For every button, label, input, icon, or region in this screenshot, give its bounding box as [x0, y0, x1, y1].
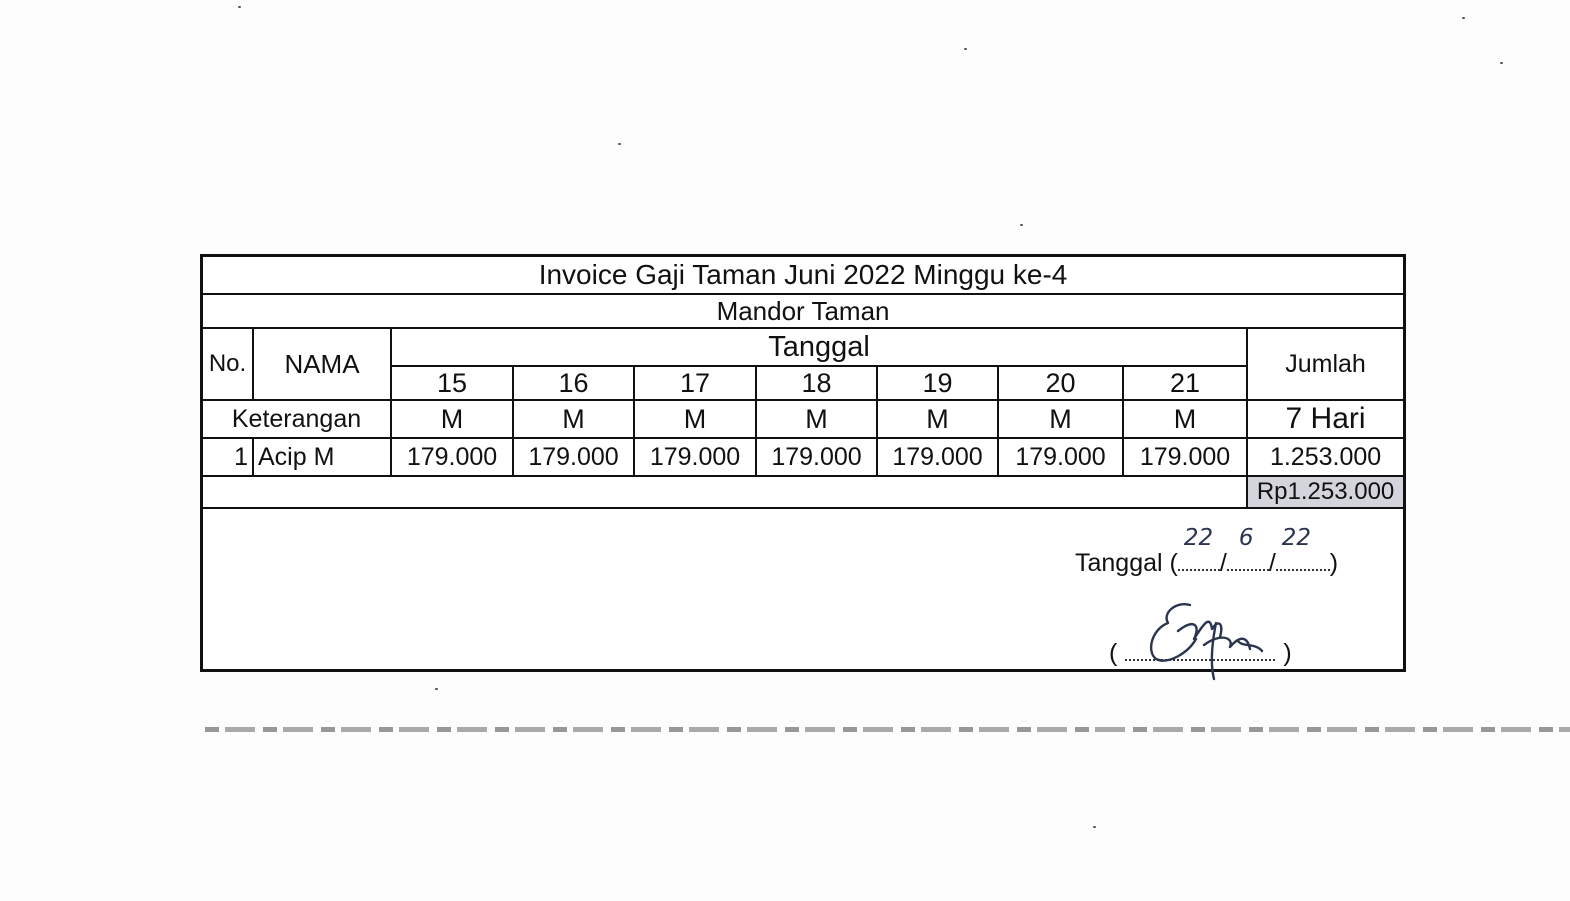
keterangan-label: Keterangan [203, 400, 391, 438]
date-year-field [1276, 525, 1330, 571]
day-header: 20 [998, 366, 1123, 400]
day-header: 16 [513, 366, 634, 400]
invoice-table [203, 257, 1403, 509]
header-nama: NAMA [253, 328, 391, 400]
signature-area [203, 515, 1403, 669]
attendance-mark: M [756, 400, 877, 438]
daily-wage: 179.000 [634, 438, 756, 476]
row-total: 1.253.000 [1247, 438, 1403, 476]
header-tanggal: Tanggal [391, 328, 1247, 366]
attendance-mark: M [998, 400, 1123, 438]
date-label: Tanggal ( [1075, 549, 1178, 577]
date-separator: / [1219, 549, 1227, 577]
header-jumlah: Jumlah [1247, 328, 1403, 400]
scan-speck [618, 143, 621, 145]
scan-artifact-line [205, 727, 1570, 732]
invoice-sheet [200, 254, 1406, 672]
day-header: 21 [1123, 366, 1247, 400]
day-header: 17 [634, 366, 756, 400]
handwritten-month: 6 [1238, 525, 1254, 551]
header-no: No. [203, 328, 253, 400]
day-header: 19 [877, 366, 998, 400]
attendance-mark: M [513, 400, 634, 438]
attendance-total: 7 Hari [1247, 400, 1403, 438]
signing-date [1075, 525, 1339, 578]
scan-speck [1020, 224, 1023, 226]
table-row [203, 438, 1403, 476]
handwritten-signature [1138, 593, 1278, 683]
grand-total: Rp1.253.000 [1247, 476, 1403, 508]
total-spacer [203, 476, 1247, 508]
day-header: 15 [391, 366, 513, 400]
sign-open-paren: ( [1109, 639, 1118, 667]
scan-speck [238, 6, 241, 8]
invoice-title: Invoice Gaji Taman Juni 2022 Minggu ke-4 [203, 257, 1403, 294]
daily-wage: 179.000 [998, 438, 1123, 476]
scan-speck [964, 48, 967, 50]
date-separator: / [1268, 549, 1276, 577]
attendance-mark: M [1123, 400, 1247, 438]
daily-wage: 179.000 [1123, 438, 1247, 476]
date-day-field [1178, 525, 1220, 571]
day-header: 18 [756, 366, 877, 400]
attendance-mark: M [877, 400, 998, 438]
daily-wage: 179.000 [877, 438, 998, 476]
scan-speck [1093, 826, 1096, 828]
handwritten-year: 22 [1281, 525, 1312, 551]
sign-close-paren: ) [1283, 639, 1292, 667]
attendance-mark: M [634, 400, 756, 438]
daily-wage: 179.000 [756, 438, 877, 476]
daily-wage: 179.000 [513, 438, 634, 476]
employee-name: Acip M [253, 438, 391, 476]
scan-speck [1462, 17, 1465, 19]
row-number: 1 [203, 438, 253, 476]
scan-speck [435, 688, 438, 690]
scan-speck [1500, 62, 1503, 64]
handwritten-day: 22 [1183, 525, 1214, 551]
attendance-mark: M [391, 400, 513, 438]
date-month-field [1227, 525, 1269, 571]
date-close: ) [1329, 549, 1339, 577]
invoice-subtitle: Mandor Taman [203, 294, 1403, 328]
daily-wage: 179.000 [391, 438, 513, 476]
